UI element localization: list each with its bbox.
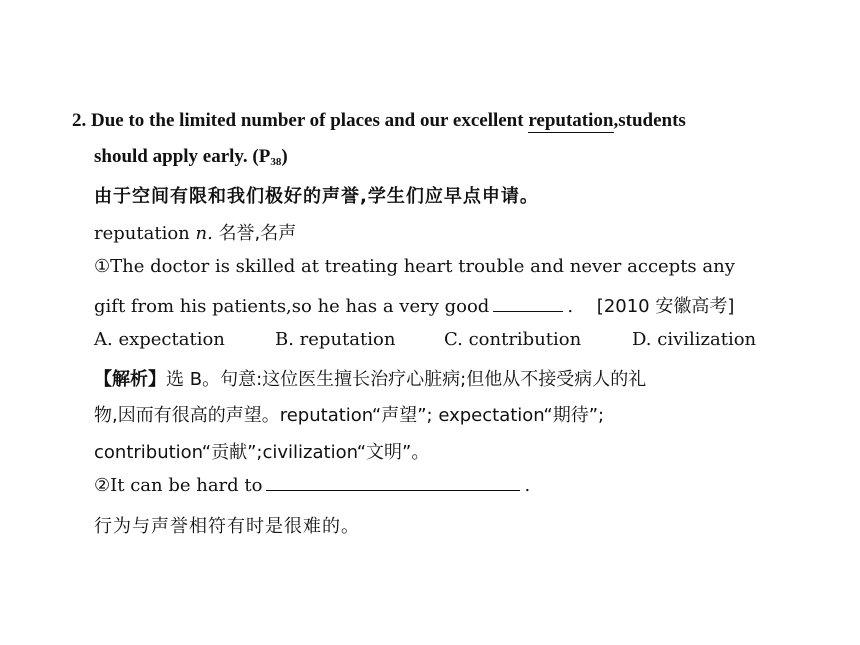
option-a: A. expectation <box>94 329 225 350</box>
exercise1-period: . <box>567 296 574 317</box>
answer-blank-1 <box>493 295 563 312</box>
exercise2-period: . <box>524 475 531 496</box>
exercise2-line <box>94 474 530 496</box>
exercise2-text: ②It can be hard to <box>94 475 263 496</box>
keyword-reputation: reputation <box>528 110 614 131</box>
analysis-line-3: contribution“贡献”;civilization“文明”。 <box>94 442 430 463</box>
answer-blank-2 <box>266 474 520 491</box>
analysis-label: 【解析】 <box>94 369 166 390</box>
question-line-2 <box>94 146 288 168</box>
exam-source: [2010 安徽高考] <box>596 296 735 317</box>
exercise1-text: gift from his patients,so he has a very good <box>94 296 490 317</box>
question-line-1 <box>72 110 686 132</box>
analysis-line-2: 物,因而有很高的声望。reputation“声望”; expectation“期待”; <box>94 405 605 426</box>
page-reference: 38 <box>270 156 282 168</box>
analysis-text-1: 选 B。句意:这位医生擅长治疗心脏病;但他从不接受病人的礼 <box>166 369 647 390</box>
exercise1-line-2 <box>94 292 734 318</box>
option-d: D. civilization <box>632 329 757 350</box>
option-c: C. contribution <box>444 329 582 350</box>
question-sentence-start: Due to the limited number of places and our excellent <box>91 110 529 131</box>
definition-meaning: 名誉,名声 <box>218 223 297 244</box>
question-sentence-cont: should apply early. (P <box>94 146 271 167</box>
analysis-line-1 <box>94 365 646 391</box>
page-reference-close: ) <box>281 146 288 167</box>
option-b: B. reputation <box>275 329 396 350</box>
exercise2-translation: 行为与声誉相符有时是很难的。 <box>94 516 360 537</box>
definition-pos: n. <box>195 223 213 244</box>
definition-word: reputation <box>94 223 190 244</box>
question-number: 2. <box>72 110 87 131</box>
definition-line <box>94 219 296 245</box>
question-sentence-end: ,students <box>613 110 686 131</box>
question-translation: 由于空间有限和我们极好的声誉,学生们应早点申请。 <box>94 186 539 207</box>
exercise1-line-1: ①The doctor is skilled at treating heart trouble and never accepts any <box>94 256 735 277</box>
